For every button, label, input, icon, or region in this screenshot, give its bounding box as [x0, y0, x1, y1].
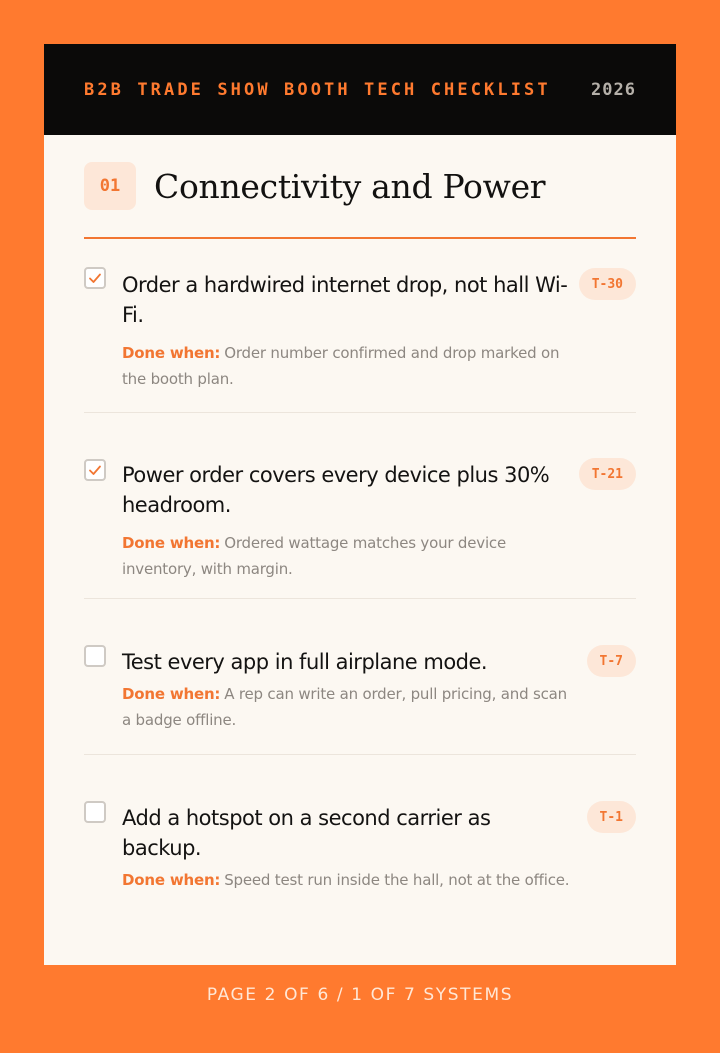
item-body [122, 460, 570, 582]
checklist [84, 239, 636, 935]
checkbox[interactable] [84, 801, 106, 823]
header-title: B2B TRADE SHOW BOOTH TECH CHECKLIST [84, 79, 551, 100]
section-title: Connectivity and Power [154, 166, 546, 206]
checkbox[interactable] [84, 267, 106, 289]
timeline-tag: T-1 [587, 801, 636, 833]
item-title: Order a hardwired internet drop, not hall Wi-Fi. [122, 273, 568, 327]
done-when-label: Done when: [122, 685, 221, 703]
checkbox[interactable] [84, 645, 106, 667]
page-footer: PAGE 2 OF 6 / 1 OF 7 SYSTEMS [206, 985, 514, 1005]
header-year: 2026 [591, 79, 636, 100]
checklist-item [84, 413, 636, 599]
done-when-text [122, 867, 570, 893]
checklist-item [84, 239, 636, 413]
item-body [122, 270, 570, 392]
done-when-label: Done when: [122, 871, 221, 889]
checkbox[interactable] [84, 459, 106, 481]
done-when-text [122, 530, 570, 582]
done-when-criteria: Ordered wattage matches your device inventory, with margin. [122, 534, 506, 578]
header-bar [44, 44, 676, 135]
checklist-card [44, 44, 676, 965]
checkmark-icon [88, 463, 102, 477]
checklist-item [84, 599, 636, 755]
done-when-criteria: Order number confirmed and drop marked on the booth plan. [122, 344, 560, 388]
item-body [122, 803, 570, 893]
done-when-criteria: A rep can write an order, pull pricing, and scan a badge offline. [122, 685, 567, 729]
item-title: Power order covers every device plus 30% headroom. [122, 463, 550, 517]
timeline-tag: T-30 [579, 268, 636, 300]
section-number-badge: 01 [84, 162, 136, 210]
checkmark-icon [88, 271, 102, 285]
item-title: Test every app in full airplane mode. [122, 650, 488, 674]
timeline-tag: T-21 [579, 458, 636, 490]
done-when-criteria: Speed test run inside the hall, not at the office. [224, 871, 570, 889]
done-when-text [122, 681, 570, 733]
done-when-label: Done when: [122, 344, 221, 362]
done-when-text [122, 340, 570, 392]
checklist-item [84, 755, 636, 935]
timeline-tag: T-7 [587, 645, 636, 677]
item-body [122, 647, 570, 733]
item-title: Add a hotspot on a second carrier as backup. [122, 806, 491, 860]
section-heading [84, 135, 636, 239]
done-when-label: Done when: [122, 534, 221, 552]
